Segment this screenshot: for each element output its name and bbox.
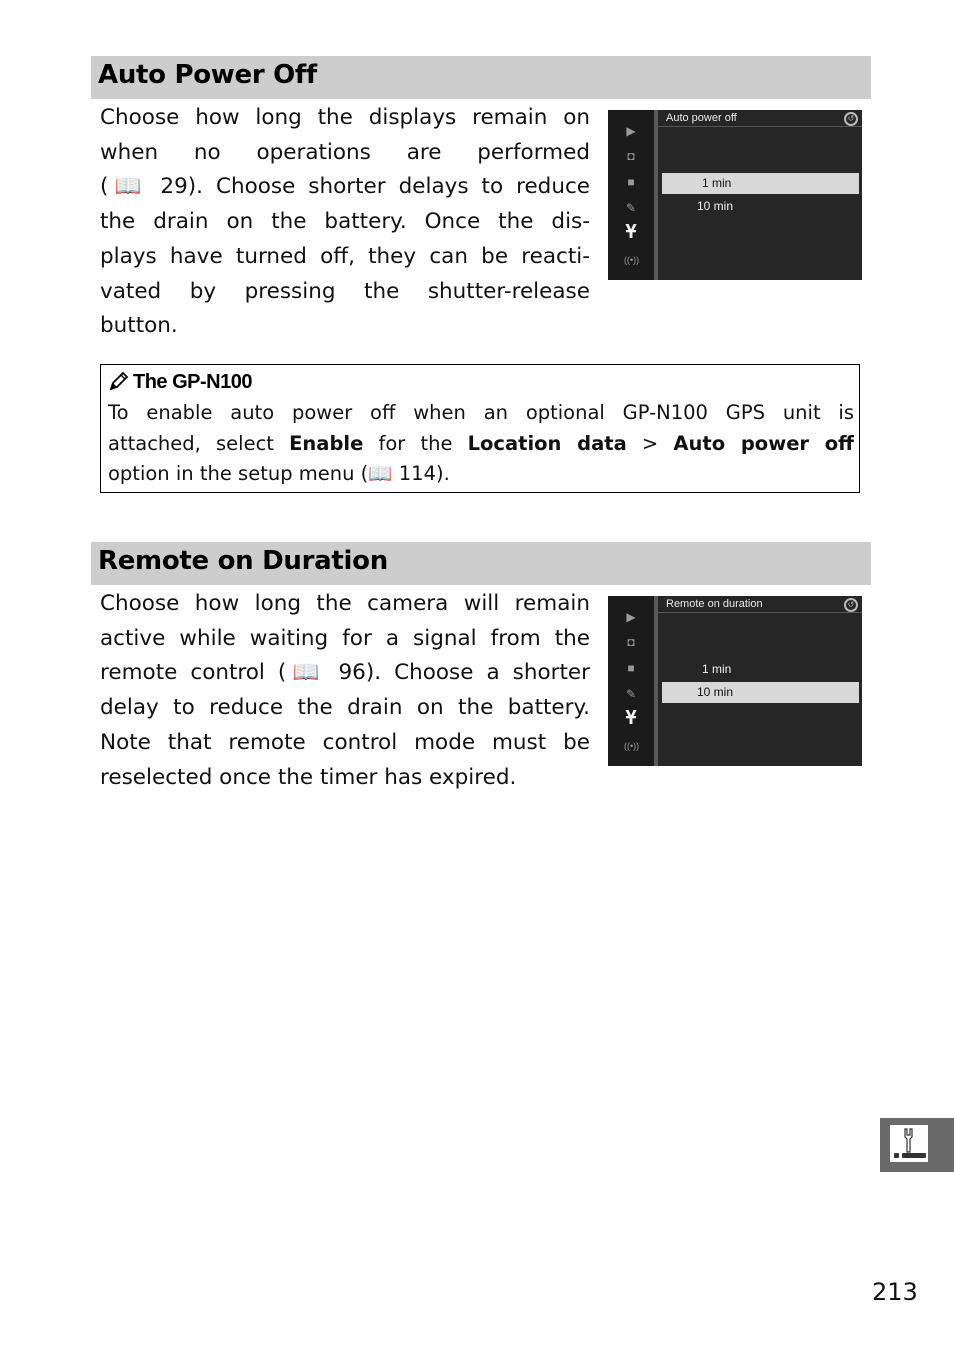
note-emphasis-auto-power-off: Auto power off bbox=[673, 431, 854, 455]
text-line: plays have turned off, they can be reacti- bbox=[100, 243, 590, 269]
camera-icon: ◘ bbox=[627, 149, 635, 163]
menu-panel bbox=[658, 110, 862, 280]
wireless-icon: ((•)) bbox=[624, 255, 640, 265]
playback-icon: ▶ bbox=[626, 124, 636, 138]
text-line: the drain on the battery. Once the dis- bbox=[100, 209, 590, 235]
option-label: 1 min bbox=[702, 176, 732, 190]
title-divider bbox=[658, 612, 862, 613]
section-heading-auto-power-off: Auto Power Off bbox=[98, 60, 317, 90]
text-line: Choose how long the camera will remain bbox=[100, 591, 590, 616]
wireless-icon: ((•)) bbox=[624, 741, 640, 751]
menu-panel bbox=[658, 596, 862, 766]
text-line: when no operations are performed bbox=[100, 139, 590, 165]
movie-icon: ■ bbox=[627, 661, 635, 675]
note-text: for the bbox=[363, 431, 468, 455]
movie-icon: ■ bbox=[627, 175, 635, 189]
note-title-text: The GP-N100 bbox=[133, 371, 252, 393]
note-line bbox=[108, 429, 854, 460]
text-line: vated by pressing the shutter-release bbox=[100, 278, 590, 304]
text-line: reselected once the timer has expired. bbox=[100, 764, 517, 790]
text-line: delay to reduce the drain on the battery. bbox=[100, 695, 590, 721]
wrench-icon bbox=[890, 1125, 928, 1162]
retouch-icon: ✎ bbox=[625, 687, 637, 701]
text-line: active while waiting for a signal from the bbox=[100, 625, 590, 651]
pencil-icon bbox=[108, 370, 130, 392]
text-line: button. bbox=[100, 313, 178, 339]
menu-option-selected bbox=[662, 173, 859, 194]
camera-menu-screenshot-auto-power-off bbox=[608, 110, 862, 280]
note-title bbox=[108, 370, 252, 394]
note-text: > bbox=[626, 431, 674, 455]
text-line: (📖 29). Choose shorter delays to reduce bbox=[100, 174, 590, 200]
option-label: 1 min bbox=[702, 662, 732, 676]
camera-menu-screenshot-remote-on-duration bbox=[608, 596, 862, 766]
camera-icon: ◘ bbox=[627, 635, 635, 649]
section-heading-bar bbox=[91, 542, 871, 585]
note-box-gp-n100 bbox=[100, 364, 860, 493]
menu-option bbox=[662, 196, 859, 217]
retouch-icon: ✎ bbox=[625, 201, 637, 215]
wrench-icon: Ұ bbox=[625, 707, 637, 729]
menu-option-selected bbox=[662, 682, 859, 703]
auto-power-off-description bbox=[100, 101, 590, 344]
setup-chapter-tab bbox=[880, 1118, 954, 1172]
menu-title: Remote on duration bbox=[666, 598, 763, 610]
note-text: attached, select bbox=[108, 431, 290, 455]
text-line: Note that remote control mode must be bbox=[100, 729, 590, 755]
option-label: 10 min bbox=[697, 199, 734, 213]
page-number: 213 bbox=[872, 1278, 918, 1306]
menu-option bbox=[662, 659, 859, 680]
section-heading-bar bbox=[91, 56, 871, 99]
wrench-icon: Ұ bbox=[625, 221, 637, 243]
note-emphasis-enable: Enable bbox=[289, 431, 364, 455]
note-line: option in the setup menu (📖 114). bbox=[108, 462, 450, 485]
back-icon: ↺ bbox=[844, 112, 858, 126]
playback-icon: ▶ bbox=[626, 610, 636, 624]
section-heading-remote-on-duration: Remote on Duration bbox=[98, 546, 388, 576]
note-emphasis-location-data: Location data bbox=[467, 431, 627, 455]
note-body bbox=[108, 398, 854, 490]
menu-title: Auto power off bbox=[666, 112, 737, 124]
note-line: To enable auto power off when an optional GP-N100 GPS unit is bbox=[108, 401, 854, 424]
option-label: 10 min bbox=[697, 685, 734, 699]
text-line: remote control (📖 96). Choose a shorter bbox=[100, 660, 590, 686]
title-divider bbox=[658, 126, 862, 127]
setup-tab-icon bbox=[890, 1125, 928, 1162]
back-icon: ↺ bbox=[844, 598, 858, 612]
remote-on-duration-description bbox=[100, 587, 590, 795]
text-line: Choose how long the displays remain on bbox=[100, 105, 590, 130]
